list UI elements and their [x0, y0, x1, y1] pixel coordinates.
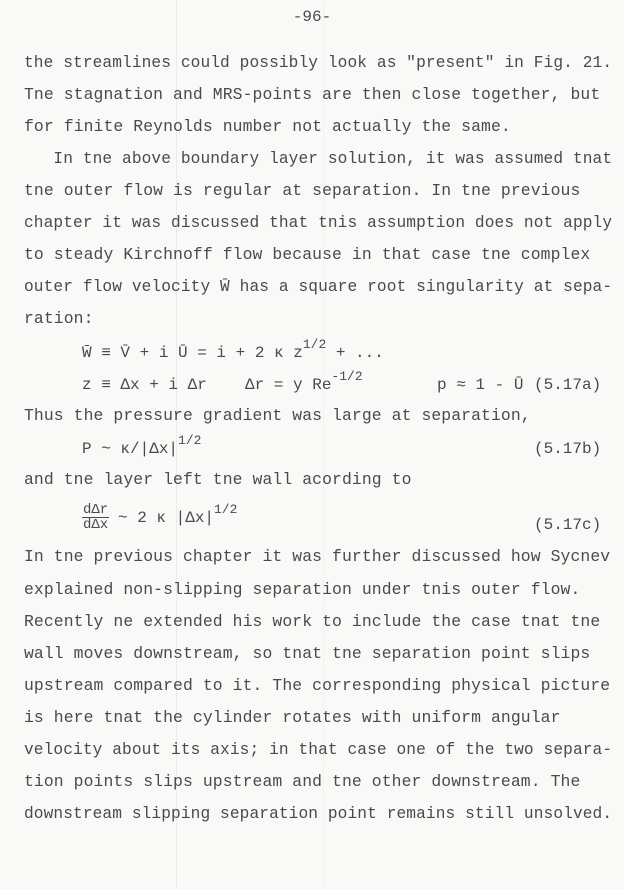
equation-a-line1 — [82, 337, 384, 363]
text-line: velocity about its axis; in that case one of the two separa- — [24, 740, 613, 759]
equation-a-line1-exponent: 1/2 — [302, 337, 327, 352]
text-line: ration: — [24, 309, 94, 328]
equation-c — [118, 502, 238, 528]
text-line: explained non-slipping separation under tnis outer flow. — [24, 580, 581, 599]
text-line: downstream slipping separation point remains still unsolved. — [24, 804, 613, 823]
text-line: tion points slips upstream and tne other downstream. The — [24, 772, 581, 791]
equation-a-line2-part3: p ≈ 1 - Ū — [437, 376, 524, 394]
equation-a-line1-tail: + ... — [326, 344, 384, 362]
equation-c-fraction — [82, 503, 109, 532]
text-line: Recently ne extended his work to include the case tnat tne — [24, 612, 601, 631]
text-line: for finite Reynolds number not actually the same. — [24, 117, 511, 136]
equation-b-exponent: 1/2 — [178, 433, 202, 448]
page-number: -96- — [292, 8, 332, 26]
equation-label-c: (5.17c) — [534, 516, 602, 534]
equation-a-line2-exponent: -1/2 — [331, 369, 363, 384]
equation-a-line2-part2 — [245, 369, 363, 395]
text-line: outer flow velocity W̄ has a square root singularity at sepa- — [24, 277, 613, 296]
text-line: upstream compared to it. The corresponding physical picture — [24, 676, 611, 695]
text-line: Thus the pressure gradient was large at separation, — [24, 406, 531, 425]
equation-c-denominator: dΔx — [83, 517, 109, 533]
equation-b — [82, 433, 202, 459]
equation-label-a: (5.17a) — [534, 376, 602, 394]
equation-label-b: (5.17b) — [534, 440, 602, 458]
equation-b-main: P ~ κ/|Δx| — [82, 440, 179, 458]
text-line: wall moves downstream, so tnat tne separation point slips — [24, 644, 591, 663]
text-line: tne outer flow is regular at separation. In tne previous — [24, 181, 581, 200]
text-line: and tne layer left tne wall acording to — [24, 470, 412, 489]
equation-c-numerator: dΔr — [83, 502, 109, 518]
text-line: In tne previous chapter it was further discussed how Sycnev — [24, 547, 611, 566]
equation-c-exponent: 1/2 — [214, 502, 238, 517]
text-line: the streamlines could possibly look as "present" in Fig. 21. — [24, 53, 613, 72]
text-line: chapter it was discussed that tnis assumption does not apply — [24, 213, 613, 232]
equation-c-main: ~ 2 κ |Δx| — [118, 509, 215, 527]
equation-a-line2-main: Δr = y Re — [245, 376, 332, 394]
text-line: Tne stagnation and MRS-points are then close together, but — [24, 85, 601, 104]
text-line: to steady Kirchnoff flow because in that case tne complex — [24, 245, 591, 264]
equation-a-line2-part1: z ≡ Δx + i Δr — [82, 376, 207, 394]
text-line: is here tnat the cylinder rotates with uniform angular — [24, 708, 561, 727]
text-line: In tne above boundary layer solution, it was assumed tnat — [24, 149, 613, 168]
equation-a-line1-main: W̄ ≡ V̄ + i Ū = i + 2 κ z — [82, 344, 303, 362]
